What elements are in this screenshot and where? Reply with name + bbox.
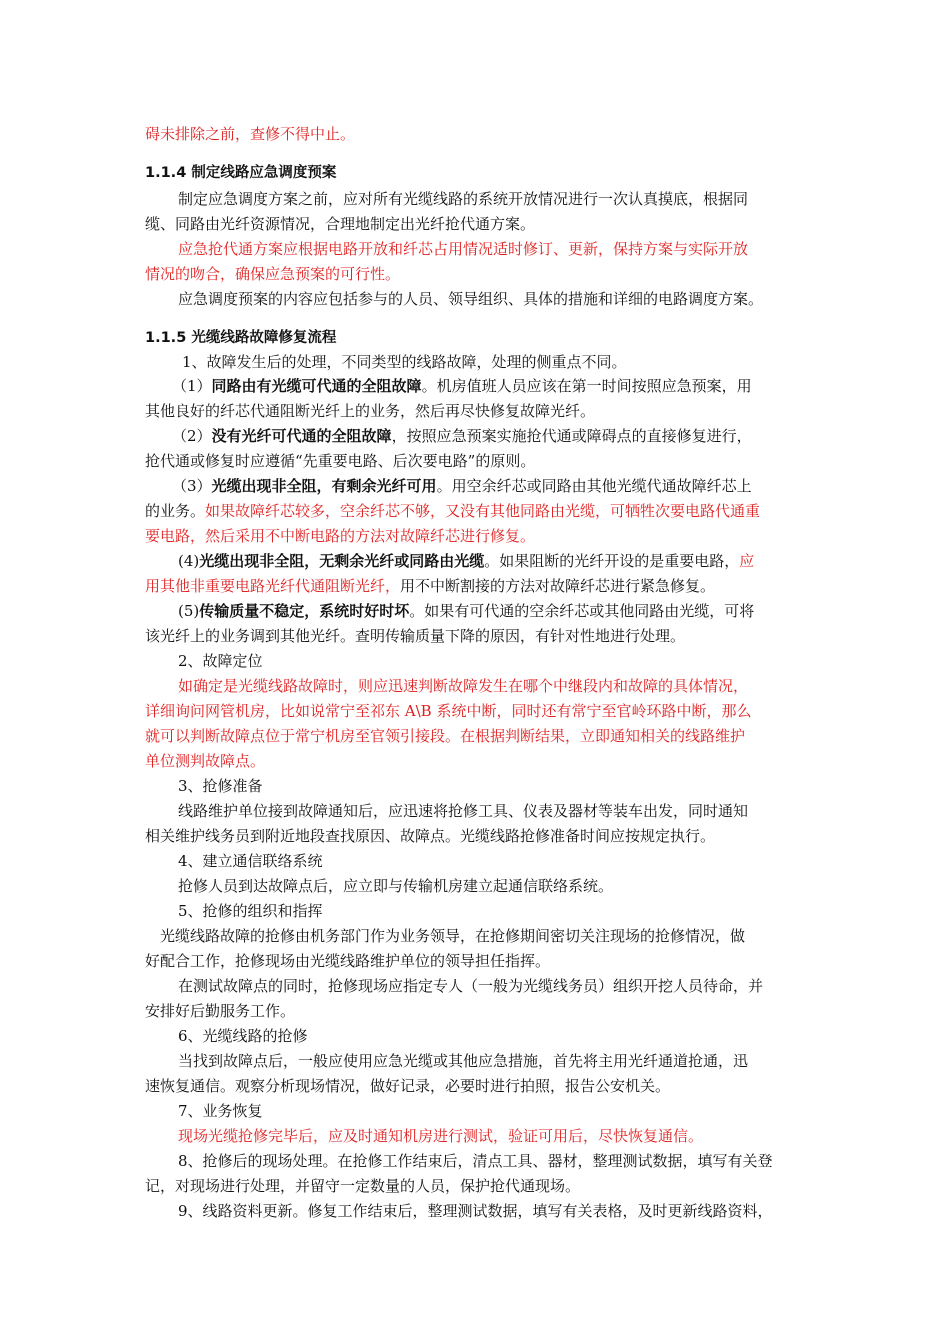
paragraph-line: 应急调度预案的内容应包括参与的人员、领导组织、具体的措施和详细的电路调度方案。: [178, 290, 764, 308]
paragraph-line: 缆、同路由光纤资源情况，合理地制定出光纤抢代通方案。: [145, 215, 536, 233]
paragraph-line: 速恢复通信。观察分析现场情况，做好记录，必要时进行拍照，报告公安机关。: [145, 1077, 671, 1095]
case-text: 。如果阻断的光纤开设的是重要电路，: [484, 552, 740, 570]
case-number: （2）: [172, 427, 212, 445]
text-run-red: 如果故障纤芯较多，空余纤芯不够，又没有其他同路由光缆，可牺牲次要电路代通重: [205, 502, 761, 520]
paragraph-line: 在测试故障点的同时，抢修现场应指定专人（一般为光缆线务员）组织开挖人员待命，并: [178, 977, 764, 995]
step-heading: 6、光缆线路的抢修: [178, 1027, 308, 1045]
paragraph-line: 线路维护单位接到故障通知后，应迅速将抢修工具、仪表及器材等装车出发，同时通知: [178, 802, 749, 820]
case-3-line: [172, 476, 752, 496]
paragraph-line: 应急抢代通方案应根据电路开放和纤芯占用情况适时修订、更新，保持方案与实际开放: [178, 240, 749, 258]
paragraph-line: 当找到故障点后，一般应使用应急光缆或其他应急措施，首先将主用光纤通道抢通，迅: [178, 1052, 749, 1070]
paragraph-line: 现场光缆抢修完毕后，应及时通知机房进行测试，验证可用后，尽快恢复通信。: [178, 1127, 704, 1145]
case-title: 传输质量不稳定，系统时好时坏: [199, 602, 410, 620]
paragraph-line: 相关维护线务员到附近地段查找原因、故障点。光缆线路抢修准备时间应按规定执行。: [145, 827, 716, 845]
case-number: （1）: [172, 377, 212, 395]
text-line: 碍未排除之前，查修不得中止。: [145, 125, 356, 143]
paragraph-line: 单位测判故障点。: [145, 752, 266, 770]
case-title: 光缆出现非全阻，无剩余光纤或同路由光缆: [199, 552, 485, 570]
case-4-line: [178, 551, 754, 571]
case-text: ，按照应急预案实施抢代通或障碍点的直接修复进行，: [391, 427, 752, 445]
paragraph-line: [145, 501, 760, 521]
paragraph-line: 其他良好的纤芯代通阻断光纤上的业务，然后再尽快修复故障光纤。: [145, 402, 596, 420]
case-number: (5): [178, 602, 200, 620]
paragraph-line: 记，对现场进行处理，并留守一定数量的人员，保护抢代通现场。: [145, 1177, 581, 1195]
case-1-line: [172, 376, 752, 396]
case-number: (4): [178, 552, 200, 570]
case-text: 。用空余纤芯或同路由其他光缆代通故障纤芯上: [436, 477, 752, 495]
step-heading: 3、抢修准备: [178, 777, 263, 795]
paragraph-line: 抢代通或修复时应遵循“先重要电路、后次要电路”的原则。: [145, 452, 536, 470]
paragraph-line: 抢修人员到达故障点后，应立即与传输机房建立起通信联络系统。: [178, 877, 614, 895]
text-run: 用不中断割接的方法对故障纤芯进行紧急修复。: [400, 577, 716, 595]
case-title: 光缆出现非全阻，有剩余光纤可用: [211, 477, 437, 495]
paragraph-line: 详细询问网管机房，比如说常宁至祁东 A\B 系统中断，同时还有常宁至官岭环路中断，那么: [145, 702, 752, 720]
paragraph-line: 安排好后勤服务工作。: [145, 1002, 296, 1020]
paragraph-line: 就可以判断故障点位于常宁机房至官领引接段。在根据判断结果，立即通知相关的线路维护: [145, 727, 746, 745]
paragraph-line: [145, 576, 715, 596]
step-heading: 4、建立通信联络系统: [178, 852, 323, 870]
paragraph-line: 如确定是光缆线路故障时，则应迅速判断故障发生在哪个中继段内和故障的具体情况，: [178, 677, 749, 695]
case-number: （3）: [172, 477, 212, 495]
case-title: 同路由有光缆可代通的全阻故障: [211, 377, 422, 395]
section-heading-1-1-5: 1.1.5 光缆线路故障修复流程: [145, 330, 337, 346]
section-heading-1-1-4: 1.1.4 制定线路应急调度预案: [145, 165, 337, 181]
step-heading: 7、业务恢复: [178, 1102, 263, 1120]
case-text: 。如果有可代通的空余纤芯或其他同路由光缆，可将: [409, 602, 755, 620]
paragraph-line: 9、线路资料更新。修复工作结束后，整理测试数据，填写有关表格，及时更新线路资料，: [178, 1202, 773, 1220]
paragraph-line: 光缆线路故障的抢修由机务部门作为业务领导，在抢修期间密切关注现场的抢修情况，做: [160, 927, 746, 945]
paragraph-line: 好配合工作，抢修现场由光缆线路维护单位的领导担任指挥。: [145, 952, 551, 970]
step-heading: 1、故障发生后的处理，不同类型的线路故障，处理的侧重点不同。: [182, 353, 627, 371]
step-heading: 2、故障定位: [178, 652, 263, 670]
paragraph-line: 8、抢修后的现场处理。在抢修工作结束后，清点工具、器材，整理测试数据，填写有关登: [178, 1152, 773, 1170]
text-run-red: 用其他非重要电路光纤代通阻断光纤，: [145, 577, 401, 595]
case-2-line: [172, 426, 752, 446]
paragraph-line: 该光纤上的业务调到其他光纤。查明传输质量下降的原因，有针对性地进行处理。: [145, 627, 686, 645]
paragraph-line: 要电路，然后采用不中断电路的方法对故障纤芯进行修复。: [145, 527, 536, 545]
step-heading: 5、抢修的组织和指挥: [178, 902, 323, 920]
case-title: 没有光纤可代通的全阻故障: [211, 427, 392, 445]
case-5-line: [178, 601, 754, 621]
case-text: 。机房值班人员应该在第一时间按照应急预案，用: [421, 377, 752, 395]
text-run-red: 应: [739, 552, 755, 570]
text-run: 的业务。: [145, 502, 206, 520]
paragraph-line: 制定应急调度方案之前，应对所有光缆线路的系统开放情况进行一次认真摸底，根据同: [178, 190, 749, 208]
paragraph-line: 情况的吻合，确保应急预案的可行性。: [145, 265, 401, 283]
